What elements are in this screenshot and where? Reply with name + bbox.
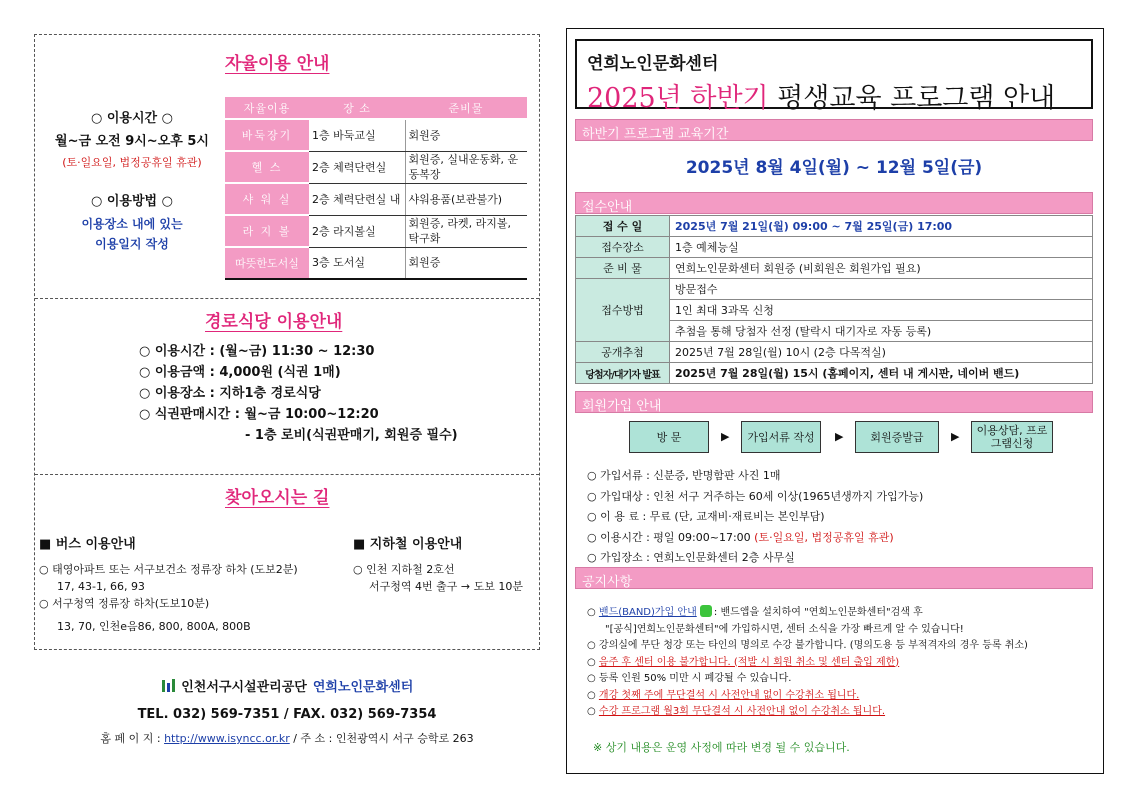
subway-line: 서구청역 4번 출구 → 도보 10분 <box>369 580 523 593</box>
org-logo-icon <box>161 678 177 694</box>
table-row <box>225 247 527 279</box>
method-heading: ○ 이용방법 ○ <box>91 194 173 209</box>
table-row <box>576 237 1093 258</box>
facility-name: 샤 워 실 <box>225 183 309 215</box>
notice-item: "[공식]연희노인문화센터"에 가입하시면, 센터 소식을 가장 빠르게 알 수 있습니다! <box>605 623 964 635</box>
website-line <box>34 730 540 746</box>
left-panel <box>34 34 540 650</box>
facility-place: 2층 라지볼실 <box>309 215 405 247</box>
website-link[interactable]: http://www.isyncc.or.kr <box>164 732 290 745</box>
column-header: 자율이용 <box>225 97 309 119</box>
facility-table <box>225 97 527 280</box>
row-value: 연희노인문화센터 회원증 (비회원은 회원가입 필요) <box>670 258 1093 279</box>
facility-items: 샤워용품(보관불가) <box>405 183 527 215</box>
notice-bar: 공지사항 <box>575 567 1093 589</box>
hours-note: (토·일요일, 법정공휴일 휴관) <box>62 156 202 169</box>
band-link[interactable]: 밴드(BAND)가입 안내 <box>598 607 697 618</box>
row-value: 추첨을 통해 당첨자 선정 (탈락시 대기자로 자동 등록) <box>670 321 1093 342</box>
row-value: 2025년 7월 21일(월) 09:00 ~ 7월 25일(금) 17:00 <box>670 216 1093 237</box>
notice-item: ○ 밴드(BAND)가입 안내 : 밴드앱을 설치하여 "연희노인문화센터"검색 후 <box>587 607 923 618</box>
facility-place: 1층 바둑교실 <box>309 119 405 151</box>
page-title <box>587 76 1091 115</box>
table-row <box>225 151 527 183</box>
title-box <box>575 39 1093 114</box>
bus-heading: ■ 버스 이용안내 <box>39 537 136 552</box>
membership-line: ○ 가입대상 : 인천 서구 거주하는 60세 이상(1965년생까지 가입가능) <box>587 489 924 503</box>
membership-info <box>587 466 923 569</box>
subway-line: ○ 인천 지하철 2호선 <box>353 563 455 576</box>
arrow-right-icon: ▶ <box>721 430 730 443</box>
bus-line: 17, 43-1, 66, 93 <box>57 580 145 593</box>
arrow-right-icon: ▶ <box>835 430 844 443</box>
facility-items: 회원증, 라켓, 라지볼, 탁구화 <box>405 215 527 247</box>
diner-title: 경로식당 이용안내 <box>205 312 343 332</box>
directions-title: 찾아오시는 길 <box>225 488 330 508</box>
footer <box>34 676 540 746</box>
membership-bar: 회원가입 안내 <box>575 391 1093 413</box>
column-header: 준비물 <box>405 97 527 119</box>
facility-place: 2층 체력단련실 내 <box>309 183 405 215</box>
facility-place: 2층 체력단련실 <box>309 151 405 183</box>
table-row <box>576 279 1093 300</box>
title-highlight: 2025년 하반기 <box>587 83 769 114</box>
website-label: 홈 페 이 지 : <box>100 732 161 745</box>
right-panel <box>566 28 1104 774</box>
membership-line: ○ 가입장소 : 연희노인문화센터 2층 사무실 <box>587 551 795 564</box>
flow-step: 방 문 <box>629 421 709 453</box>
diner-line: ○ 이용시간 : (월~금) 11:30 ~ 12:30 <box>139 344 375 359</box>
organization <box>34 676 540 695</box>
notice-item: ○ 개강 첫째 주에 무단결석 시 사전안내 없이 수강취소 됩니다. <box>587 689 860 701</box>
table-header <box>225 97 527 119</box>
org-name: 인천서구시설관리공단 <box>181 680 307 695</box>
registration-bar: 접수안내 <box>575 192 1093 214</box>
table-row <box>576 363 1093 384</box>
membership-line: ○ 이 용 료 : 무료 (단, 교재비·재료비는 본인부담) <box>587 510 825 523</box>
row-label: 접 수 일 <box>576 216 670 237</box>
method-text: 이용일지 작성 <box>95 237 169 251</box>
self-use-title: 자율이용 안내 <box>225 54 330 74</box>
row-label: 당첨자/대기자 발표 <box>576 363 670 384</box>
center-name: 연희노인문화센터 <box>312 680 414 695</box>
period-bar: 하반기 프로그램 교육기간 <box>575 119 1093 141</box>
usage-summary <box>41 107 223 252</box>
notice-warning: 개강 첫째 주에 무단결석 시 사전안내 없이 수강취소 됩니다. <box>598 689 860 701</box>
table-row <box>576 258 1093 279</box>
facility-items: 회원증 <box>405 119 527 151</box>
column-header: 장 소 <box>309 97 405 119</box>
notice-list <box>587 605 1028 721</box>
band-app-icon <box>700 605 712 617</box>
row-label: 준 비 물 <box>576 258 670 279</box>
row-label: 공개추첨 <box>576 342 670 363</box>
hours-text: 월~금 오전 9시~오후 5시 <box>55 134 209 149</box>
notice-warning: 음주 후 센터 이용 불가합니다. (적발 시 회원 취소 및 센터 출입 제한) <box>598 656 900 668</box>
notice-item: ○ 강의실에 무단 청강 또는 타인의 명의로 수강 불가합니다. (명의도용 등 부적격자의 경우 등록 취소) <box>587 640 1028 651</box>
period-text: 2025년 8월 4일(월) ~ 12월 5일(금) <box>685 158 983 178</box>
hours-text: ○ 이용시간 : 평일 09:00~17:00 <box>587 530 751 544</box>
notice-item: ○ 수강 프로그램 월3회 무단결석 시 사전안내 없이 수강취소 됩니다. <box>587 706 886 717</box>
registration-table <box>575 215 1093 384</box>
hours-note: (토·일요일, 법정공휴일 휴관) <box>754 530 894 544</box>
facility-name: 바둑장기 <box>225 119 309 151</box>
subway-heading: ■ 지하철 이용안내 <box>353 537 463 552</box>
facility-place: 3층 도서실 <box>309 247 405 279</box>
arrow-right-icon: ▶ <box>951 430 960 443</box>
center-title: 연희노인문화센터 <box>587 54 719 74</box>
flow-step: 이용상담, 프로그램신청 <box>971 421 1053 453</box>
row-value: 2025년 7월 28일(월) 15시 (홈페이지, 센터 내 게시판, 네이버 밴드) <box>670 363 1093 384</box>
table-row <box>576 216 1093 237</box>
notice-text: : 밴드앱을 설치하여 "연희노인문화센터"검색 후 <box>713 607 923 618</box>
footnote: ※ 상기 내용은 운영 사정에 따라 변경 될 수 있습니다. <box>593 741 850 754</box>
contact-numbers: TEL. 032) 569-7351 / FAX. 032) 569-7354 <box>137 707 437 722</box>
row-value: 2025년 7월 28일(월) 10시 (2층 다목적실) <box>670 342 1093 363</box>
table-row <box>225 119 527 151</box>
facility-name: 라 지 볼 <box>225 215 309 247</box>
bus-line: 13, 70, 인천e음86, 800, 800A, 800B <box>57 620 251 633</box>
notice-item: ○ 등록 인원 50% 미만 시 폐강될 수 있습니다. <box>587 673 792 684</box>
bus-info <box>39 561 298 635</box>
membership-line: ○ 가입서류 : 신분증, 반명함판 사진 1매 <box>587 469 781 482</box>
table-row <box>576 342 1093 363</box>
row-label: 접수방법 <box>576 279 670 342</box>
facility-name: 따뜻한도서실 <box>225 247 309 279</box>
address: / 주 소 : 인천광역시 서구 승학로 263 <box>293 732 474 745</box>
facility-name: 헬 스 <box>225 151 309 183</box>
notice-warning: 수강 프로그램 월3회 무단결석 시 사전안내 없이 수강취소 됩니다. <box>598 706 886 717</box>
title-rest: 평생교육 프로그램 안내 <box>777 83 1056 114</box>
notice-item: ○ 음주 후 센터 이용 불가합니다. (적발 시 회원 취소 및 센터 출입 제한) <box>587 656 900 668</box>
method-text: 이용장소 내에 있는 <box>81 217 183 231</box>
row-value: 1인 최대 3과목 신청 <box>670 300 1093 321</box>
diner-info <box>139 341 458 446</box>
divider <box>35 474 539 475</box>
bus-line: ○ 태영아파트 또는 서구보건소 정류장 하차 (도보2분) <box>39 563 298 576</box>
facility-items: 회원증, 실내운동화, 운동복장 <box>405 151 527 183</box>
row-label: 접수장소 <box>576 237 670 258</box>
table-row <box>225 215 527 247</box>
membership-line <box>587 528 923 549</box>
facility-items: 회원증 <box>405 247 527 279</box>
flow-step: 가입서류 작성 <box>741 421 821 453</box>
bus-line: ○ 서구청역 정류장 하차(도보10분) <box>39 597 210 610</box>
diner-line: ○ 식권판매시간 : 월~금 10:00~12:20 <box>139 407 379 422</box>
diner-line: - 1층 로비(식권판매기, 회원증 필수) <box>245 428 458 443</box>
subway-info <box>353 561 523 595</box>
diner-line: ○ 이용장소 : 지하1층 경로식당 <box>139 386 321 401</box>
row-value: 방문접수 <box>670 279 1093 300</box>
table-row <box>225 183 527 215</box>
divider <box>35 298 539 299</box>
flow-step: 회원증발급 <box>855 421 939 453</box>
diner-line: ○ 이용금액 : 4,000원 (식권 1매) <box>139 365 341 380</box>
row-value: 1층 예체능실 <box>670 237 1093 258</box>
hours-heading: ○ 이용시간 ○ <box>91 111 173 126</box>
